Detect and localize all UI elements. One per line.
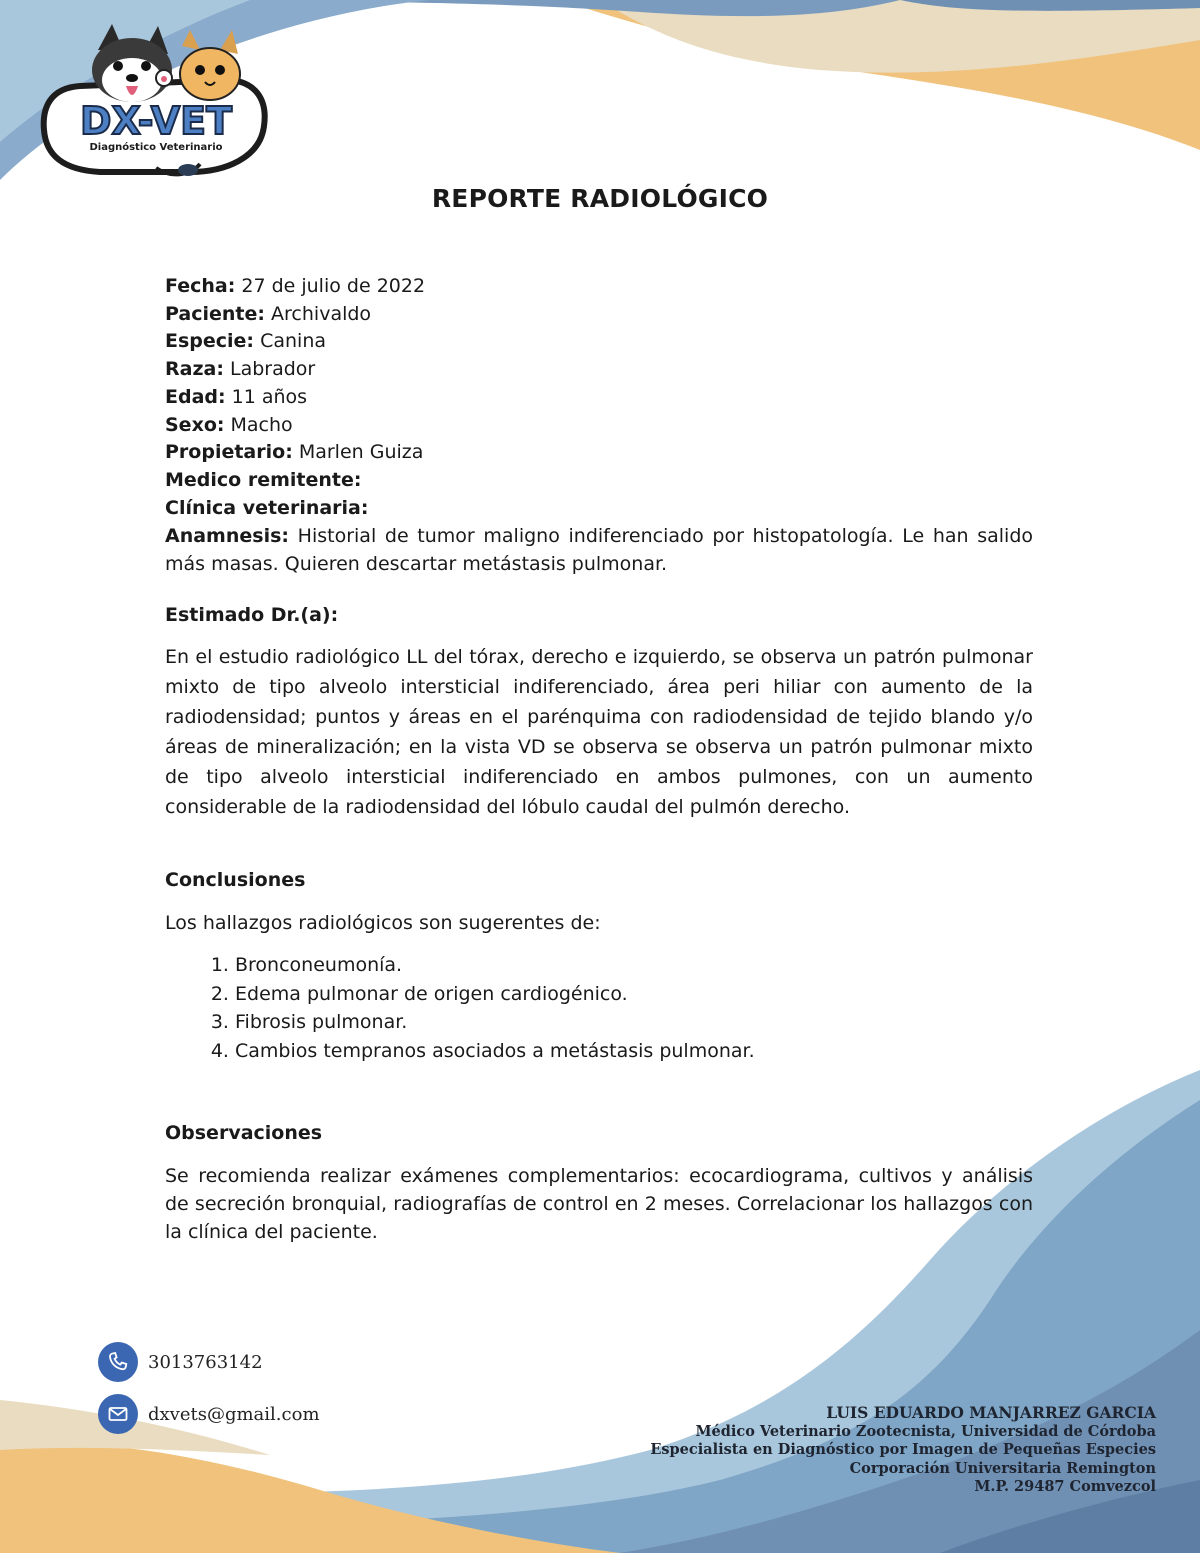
conclusions-heading: Conclusiones (165, 869, 306, 892)
field-value: Historial de tumor maligno indiferenciado por histopatología. Le han salido más masas. Quieren descartar metástasis pulmonar. (165, 525, 1033, 576)
field-value: Marlen Guiza (292, 441, 424, 464)
logo-brand-text: DX-VET (79, 99, 233, 143)
conclusions-list (165, 951, 1033, 1065)
field-value: 27 de julio de 2022 (235, 275, 426, 297)
cat-icon (180, 30, 240, 100)
field-paciente (165, 301, 1033, 329)
field-medico-remitente (165, 467, 1033, 495)
field-anamnesis (165, 522, 1033, 578)
field-especie (165, 328, 1033, 356)
field-sexo (165, 412, 1033, 440)
field-propietario (165, 439, 1033, 467)
greeting: Estimado Dr.(a): (165, 604, 339, 627)
phone-number: 3013763142 (148, 1351, 263, 1373)
signature-line: Médico Veterinario Zootecnista, Universidad de Córdoba (695, 1422, 1156, 1440)
contact-email (98, 1394, 320, 1434)
field-clinica-veterinaria (165, 495, 1033, 523)
field-value: 11 años (225, 385, 308, 408)
list-item: 1. Bronconeumonía. (235, 951, 1033, 980)
page-title: REPORTE RADIOLÓGICO (431, 184, 769, 213)
husky-icon (92, 24, 172, 102)
field-label: Paciente: (165, 302, 265, 325)
observations-heading: Observaciones (165, 1122, 323, 1145)
field-raza (165, 356, 1033, 384)
observations-paragraph: Se recomienda realizar exámenes complementarios: ecocardiograma, cultivos y análisis de secreción bronquial, radiografías de control en 2 meses. Correlacionar los hallazgos con la clínica del paciente. (165, 1165, 1033, 1244)
logo-tagline-text: Diagnóstico Veterinario (89, 142, 223, 153)
field-value: Labrador (223, 358, 316, 381)
email-icon (98, 1394, 138, 1434)
findings-paragraph: En el estudio radiológico LL del tórax, derecho e izquierdo, se observa un patrón pulmonar mixto de tipo alveolo intersticial indiferenciado, área peri hiliar con aumento de la radiodensidad; puntos y áreas en el parénquima con radiodensidad de tejido blando y/o áreas de mineralización; en la vista VD se observa se observa un patrón pulmonar mixto de tipo alveolo intersticial indiferenciado en ambos pulmones, con un aumento considerable de la radiodensidad del lóbulo caudal del pulmón derecho. (165, 646, 1033, 819)
field-label: Anamnesis: (165, 525, 289, 548)
logo-graphic (40, 18, 272, 184)
field-label: Propietario: (165, 441, 293, 464)
signature-line: Especialista en Diagnóstico por Imagen de Pequeñas Especies (650, 1441, 1156, 1459)
list-item: 3. Fibrosis pulmonar. (235, 1008, 1033, 1037)
signature-line: M.P. 29487 Comvezcol (974, 1478, 1156, 1496)
field-label: Edad: (165, 385, 226, 408)
field-value: Canina (254, 330, 327, 353)
field-value: Macho (224, 413, 293, 436)
field-fecha (165, 273, 1033, 301)
signature-name: LUIS EDUARDO MANJARREZ GARCIA (826, 1403, 1156, 1422)
field-value: Archivaldo (265, 302, 372, 325)
field-label: Sexo: (165, 413, 225, 436)
list-item: 4. Cambios tempranos asociados a metástasis pulmonar. (235, 1037, 1033, 1066)
signature-block (636, 1404, 1156, 1497)
field-label: Raza: (165, 358, 224, 381)
dxvet-logo (40, 18, 272, 184)
email-address: dxvets@gmail.com (148, 1403, 320, 1425)
signature-line: Corporación Universitaria Remington (849, 1459, 1156, 1477)
list-item: 2. Edema pulmonar de origen cardiogénico. (235, 980, 1033, 1009)
field-label: Medico remitente: (165, 468, 362, 491)
field-edad (165, 384, 1033, 412)
conclusions-intro: Los hallazgos radiológicos son sugerentes de: (165, 912, 601, 935)
field-label: Especie: (165, 330, 255, 353)
report-content (165, 273, 1033, 1246)
field-label: Clínica veterinaria: (165, 496, 369, 519)
field-label: Fecha: (165, 275, 236, 297)
contact-phone (98, 1342, 263, 1382)
phone-icon (98, 1342, 138, 1382)
